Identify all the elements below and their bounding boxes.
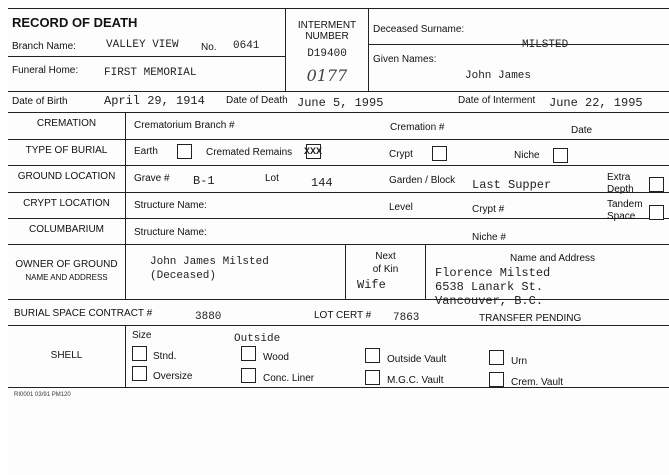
wood-label: Wood [263, 352, 289, 363]
funeral-home-value: FIRST MEMORIAL [104, 67, 197, 79]
urn-checkbox[interactable] [489, 350, 504, 365]
mgc-vault-checkbox[interactable] [365, 370, 380, 385]
cremation-date-label: Date [571, 125, 593, 136]
lot-cert-value: 7863 [393, 312, 420, 324]
surname-value: MILSTED [522, 39, 569, 51]
lot-cert-label: LOT CERT # [314, 310, 372, 321]
shell-column-divider [125, 325, 126, 387]
crypt-number-label: Crypt # [472, 204, 505, 215]
owner-top-line [8, 244, 669, 245]
grave-number-value: B-1 [193, 174, 215, 188]
crypt-structure-name-label: Structure Name: [134, 200, 207, 211]
tandem-space-label-line1: Tandem [607, 199, 643, 210]
shell-top-line [8, 325, 669, 326]
tandem-space-label-line2: Space [607, 211, 636, 222]
form-code: RI0001 03/91 PM120 [14, 392, 71, 398]
date-of-birth-label: Date of Birth [12, 96, 68, 107]
next-of-kin-relation-value: Wife [357, 278, 386, 292]
owner-section-label: OWNER OF GROUND [15, 259, 118, 270]
interment-number-value: D19400 [307, 48, 347, 60]
mgc-vault-label: M.G.C. Vault [387, 375, 444, 386]
branch-no-label: No. [201, 42, 217, 53]
date-of-birth-value: April 29, 1914 [104, 94, 205, 108]
columbarium-section-label: COLUMBARIUM [28, 224, 104, 235]
lot-value: 144 [311, 176, 333, 190]
crypt-checkbox[interactable] [432, 146, 447, 161]
concrete-liner-checkbox[interactable] [241, 368, 256, 383]
extra-depth-checkbox[interactable] [649, 177, 664, 192]
oversize-checkbox[interactable] [132, 366, 147, 381]
extra-depth-label-line2: Depth [607, 184, 634, 195]
kin-name-value: Florence Milsted [435, 266, 551, 280]
crypt-top-line [8, 192, 669, 193]
interment-handwritten-number: 0177 [306, 66, 348, 85]
kin-name-address-label: Name and Address [510, 253, 596, 264]
shell-size-label: Size [132, 330, 152, 341]
form-title: RECORD OF DEATH [12, 15, 138, 30]
niche-checkbox[interactable] [553, 148, 568, 163]
branch-name-value: VALLEY VIEW [106, 39, 179, 51]
burial-contract-label: BURIAL SPACE CONTRACT # [14, 308, 153, 319]
columbarium-top-line [8, 218, 669, 219]
ground-top-line [8, 165, 669, 166]
oversize-label: Oversize [153, 371, 193, 382]
earth-checkbox[interactable] [177, 144, 192, 159]
garden-block-value: Last Supper [472, 178, 552, 192]
kin-city-value: Vancouver, B.C. [435, 294, 544, 308]
top-border [8, 8, 669, 9]
next-of-kin-label-line2: of Kin [372, 264, 399, 275]
death-record-card [8, 8, 669, 475]
owner-section-sublabel: NAME AND ADDRESS [25, 273, 108, 282]
interment-label-line1: INTERMENT [297, 20, 357, 31]
label-column-divider [125, 112, 126, 299]
standard-size-checkbox[interactable] [132, 346, 147, 361]
crypt-location-section-label: CRYPT LOCATION [23, 198, 110, 209]
crem-vault-label: Crem. Vault [511, 377, 564, 388]
garden-block-label: Garden / Block [389, 175, 456, 186]
concrete-liner-label: Conc. Liner [263, 373, 315, 384]
given-names-label: Given Names: [373, 54, 437, 65]
branch-name-label: Branch Name: [12, 41, 76, 52]
owner-name-value: John James Milsted [150, 256, 269, 268]
outside-vault-checkbox[interactable] [365, 348, 380, 363]
header-row-line-left [8, 56, 285, 57]
dates-top-line [8, 91, 669, 92]
funeral-home-label: Funeral Home: [12, 65, 79, 76]
columbarium-structure-name-label: Structure Name: [134, 227, 207, 238]
interment-divider-right [368, 8, 369, 91]
crematorium-branch-label: Crematorium Branch # [134, 120, 235, 131]
crem-vault-checkbox[interactable] [489, 372, 504, 387]
outside-vault-label: Outside Vault [387, 354, 447, 365]
branch-no-value: 0641 [233, 40, 260, 52]
crypt-level-label: Level [389, 202, 413, 213]
burial-type-top-line [8, 139, 669, 140]
niche-label: Niche [514, 150, 540, 161]
grave-number-label: Grave # [134, 173, 170, 184]
date-of-interment-label: Date of Interment [458, 95, 536, 106]
next-of-kin-label-line1: Next [375, 251, 396, 262]
shell-outside-label: Outside [234, 333, 281, 345]
shell-section-label: SHELL [50, 350, 83, 361]
transfer-pending-label: TRANSFER PENDING [479, 313, 582, 324]
wood-checkbox[interactable] [241, 346, 256, 361]
cremation-number-label: Cremation # [390, 122, 445, 133]
date-of-interment-value: June 22, 1995 [549, 96, 643, 110]
ground-location-section-label: GROUND LOCATION [17, 171, 116, 182]
date-of-death-value: June 5, 1995 [297, 96, 384, 110]
kin-street-value: 6538 Lanark St. [435, 280, 544, 294]
lot-label: Lot [265, 173, 279, 184]
earth-label: Earth [134, 146, 158, 157]
standard-size-label: Stnd. [153, 351, 177, 362]
burial-type-section-label: TYPE OF BURIAL [25, 145, 108, 156]
tandem-space-checkbox[interactable] [649, 205, 664, 220]
cremated-remains-label: Cremated Remains [206, 147, 293, 158]
interment-label-line2: NUMBER [305, 31, 349, 42]
surname-label: Deceased Surname: [373, 24, 465, 35]
date-of-death-label: Date of Death [226, 95, 288, 106]
contract-top-line [8, 299, 669, 300]
given-names-value: John James [465, 70, 532, 82]
niche-number-label: Niche # [472, 232, 506, 243]
cremated-remains-mark: XXX [304, 147, 323, 158]
owner-status-value: (Deceased) [150, 270, 217, 282]
header-row-line-right [368, 44, 669, 45]
extra-depth-label-line1: Extra [607, 172, 631, 183]
shell-bottom-line [8, 387, 669, 388]
burial-contract-value: 3880 [195, 311, 222, 323]
cremation-top-line [8, 112, 669, 113]
crypt-label: Crypt [389, 149, 413, 160]
cremation-section-label: CREMATION [36, 118, 97, 129]
urn-label: Urn [511, 356, 528, 367]
kin-divider-right [425, 244, 426, 299]
